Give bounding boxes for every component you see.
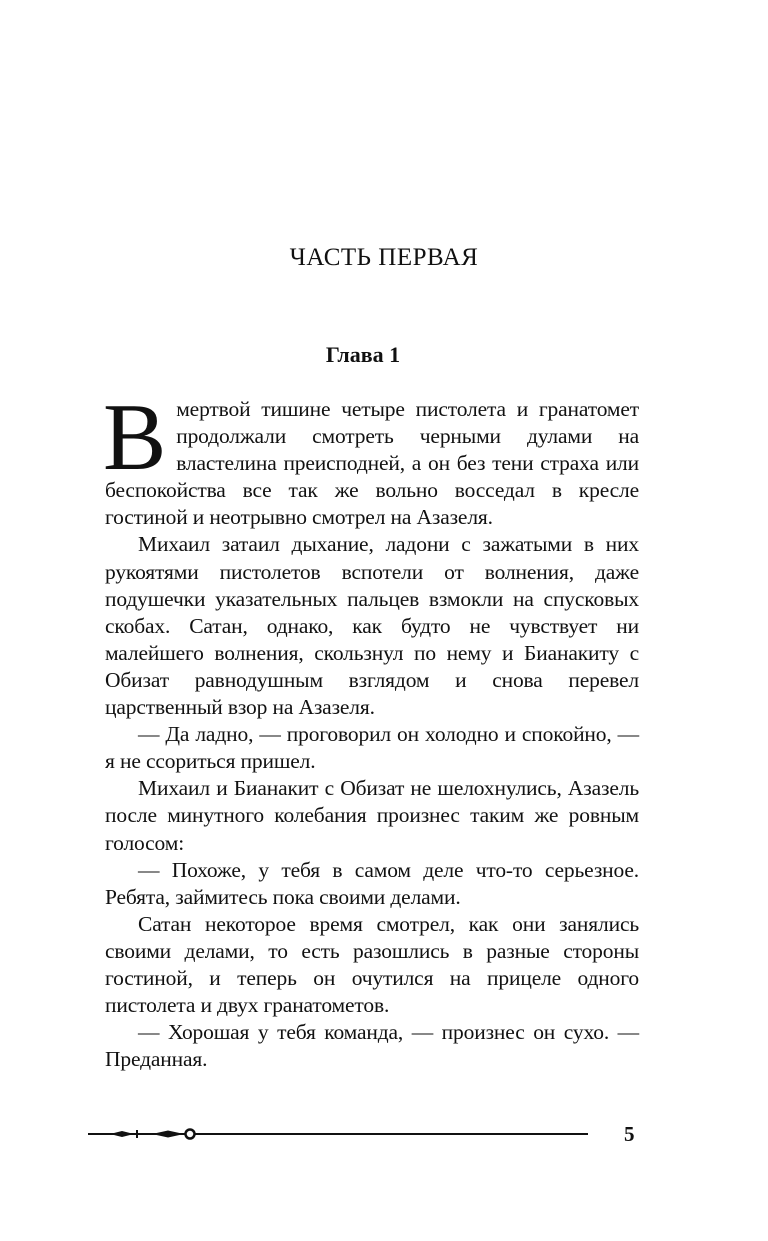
footer-ornament-line — [88, 1124, 588, 1144]
drop-cap: В — [103, 384, 167, 490]
paragraph-2: Михаил затаил дыхание, ладони с зажатыми в них рукоятями пистолетов вспотели от волнения, даже подушечки указательных пальцев взмокли на спусковых скобах. Сатан, однако, как будто не чувствует ни малейшего волнения, скользнул по нему и Бианакиту с Обизат равнодушным взглядом и снова перевел царственный взор на Азазеля. — [105, 532, 639, 720]
chapter-text — [103, 384, 639, 1073]
page-number: 5 — [624, 1122, 635, 1146]
part-title: ЧАСТЬ ПЕРВАЯ — [289, 244, 479, 271]
paragraph-4: Михаил и Бианакит с Обизат не шелохнулись, Азазель после минутного колебания произнес таким же ровным голосом: — [105, 776, 639, 855]
paragraph-5: — Похоже, у тебя в самом деле что-то серьезное. Ребята, займитесь пока своими делами. — [105, 857, 639, 909]
paragraph-7: — Хорошая у тебя команда, — произнес он сухо. — Преданная. — [105, 1020, 639, 1072]
paragraph-1 — [103, 384, 639, 531]
paragraph-3: — Да ладно, — проговорил он холодно и спокойно, — я не ссориться пришел. — [105, 722, 639, 774]
paragraph-1-text: мертвой тишине четыре пистолета и гранатомет продолжали смотреть черными дулами на властелина преисподней, а он без тени страха или беспокойства все так же вольно восседал в кресле гостиной и неотрывно смотрел на Азазеля. — [105, 397, 639, 530]
chapter-title: Глава 1 — [325, 342, 401, 367]
paragraph-6: Сатан некоторое время смотрел, как они занялись своими делами, то есть разошлись в разные стороны гостиной, и теперь он очутился на прицеле одного пистолета и двух гранатометов. — [105, 911, 639, 1018]
